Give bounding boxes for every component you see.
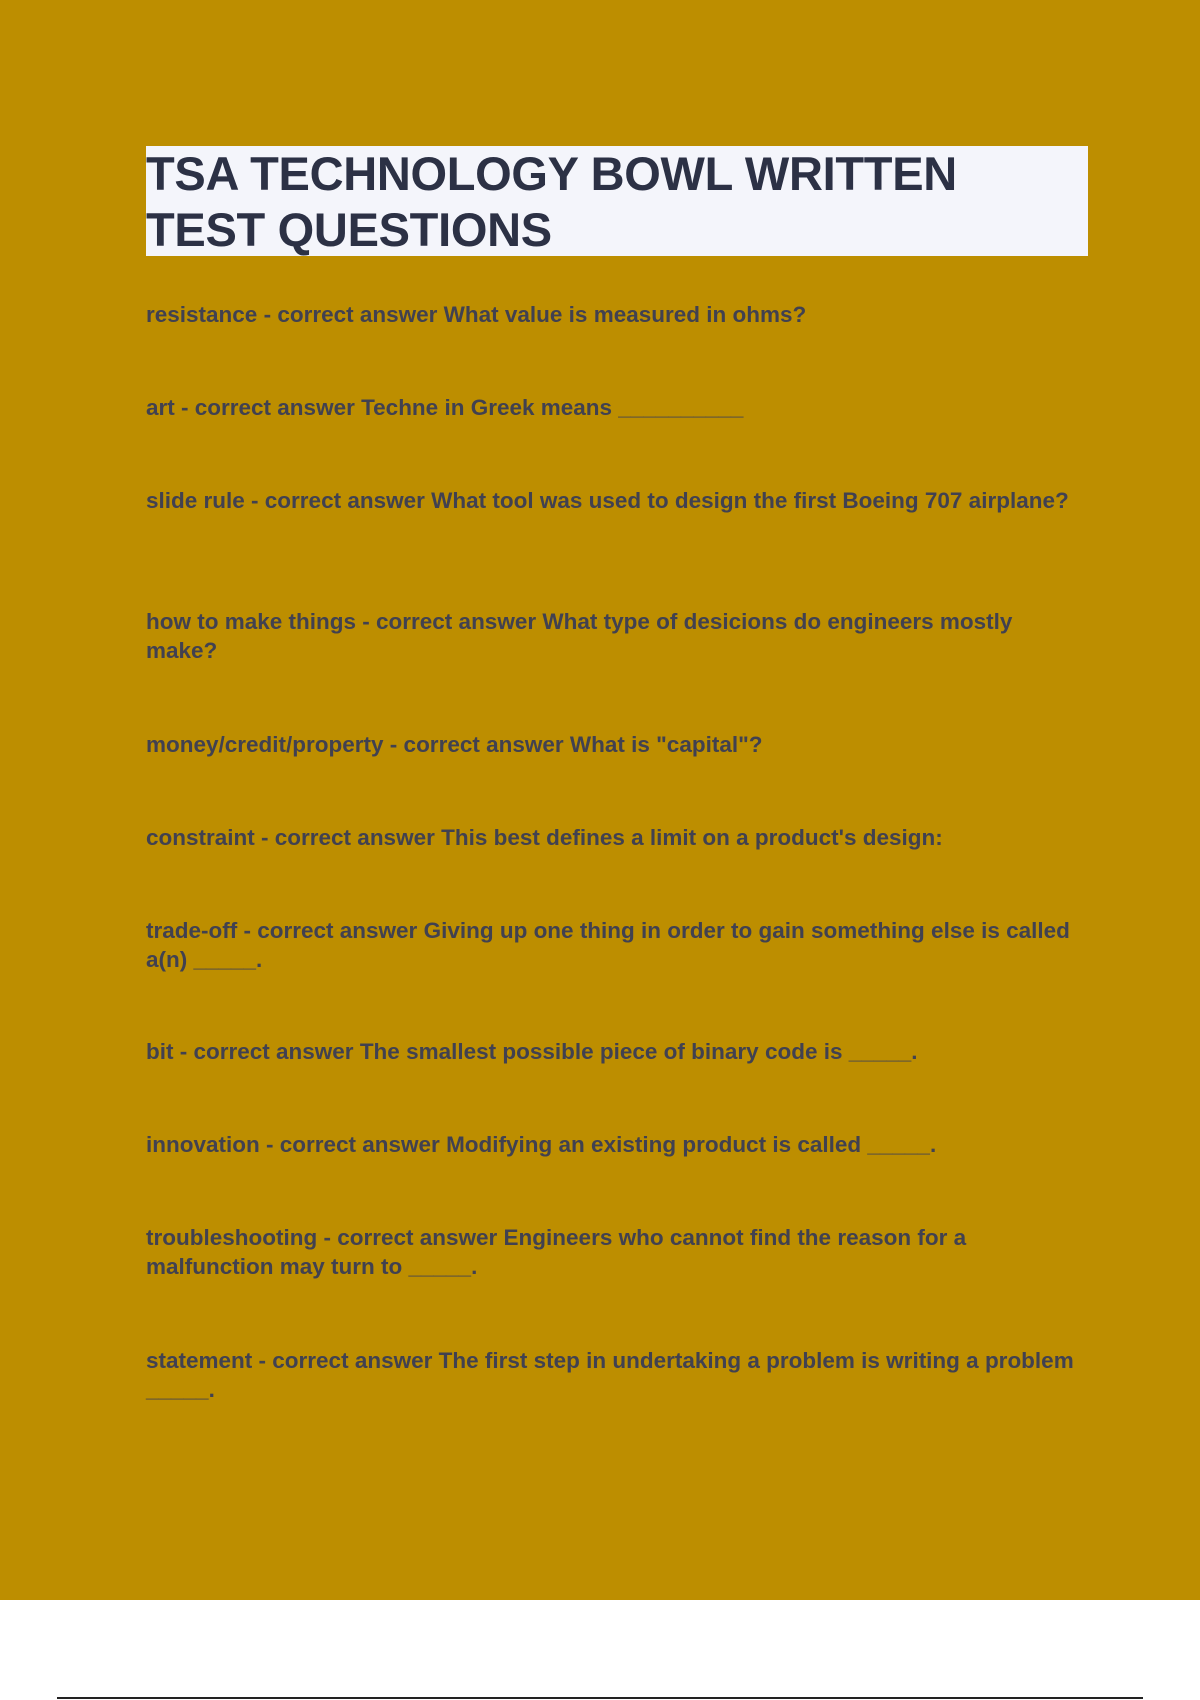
list-item: innovation - correct answer Modifying an existing product is called _____. — [146, 1132, 937, 1157]
list-item: bit - correct answer The smallest possible piece of binary code is _____. — [146, 1039, 918, 1064]
list-item: constraint - correct answer This best defines a limit on a product's design: — [146, 825, 943, 850]
list-item: how to make things - correct answer What type of desicions do engineers mostly make? — [146, 609, 1013, 663]
list-item: statement - correct answer The first step in undertaking a problem is writing a problem _____. — [146, 1348, 1074, 1402]
question-list — [146, 300, 1086, 1410]
list-item: trade-off - correct answer Giving up one thing in order to gain something else is called a(n) _____. — [146, 918, 1070, 972]
list-item: art - correct answer Techne in Greek means __________ — [146, 395, 744, 420]
footer-divider — [57, 1697, 1143, 1699]
title-banner — [146, 146, 1088, 256]
list-item: resistance - correct answer What value is measured in ohms? — [146, 302, 807, 327]
list-item: money/credit/property - correct answer What is "capital"? — [146, 732, 763, 757]
list-item: troubleshooting - correct answer Engineers who cannot find the reason for a malfunction may turn to _____. — [146, 1225, 967, 1279]
list-item: slide rule - correct answer What tool was used to design the first Boeing 707 airplane? — [146, 488, 1069, 513]
document-title: TSA TECHNOLOGY BOWL WRITTEN TEST QUESTIONS — [146, 147, 957, 256]
